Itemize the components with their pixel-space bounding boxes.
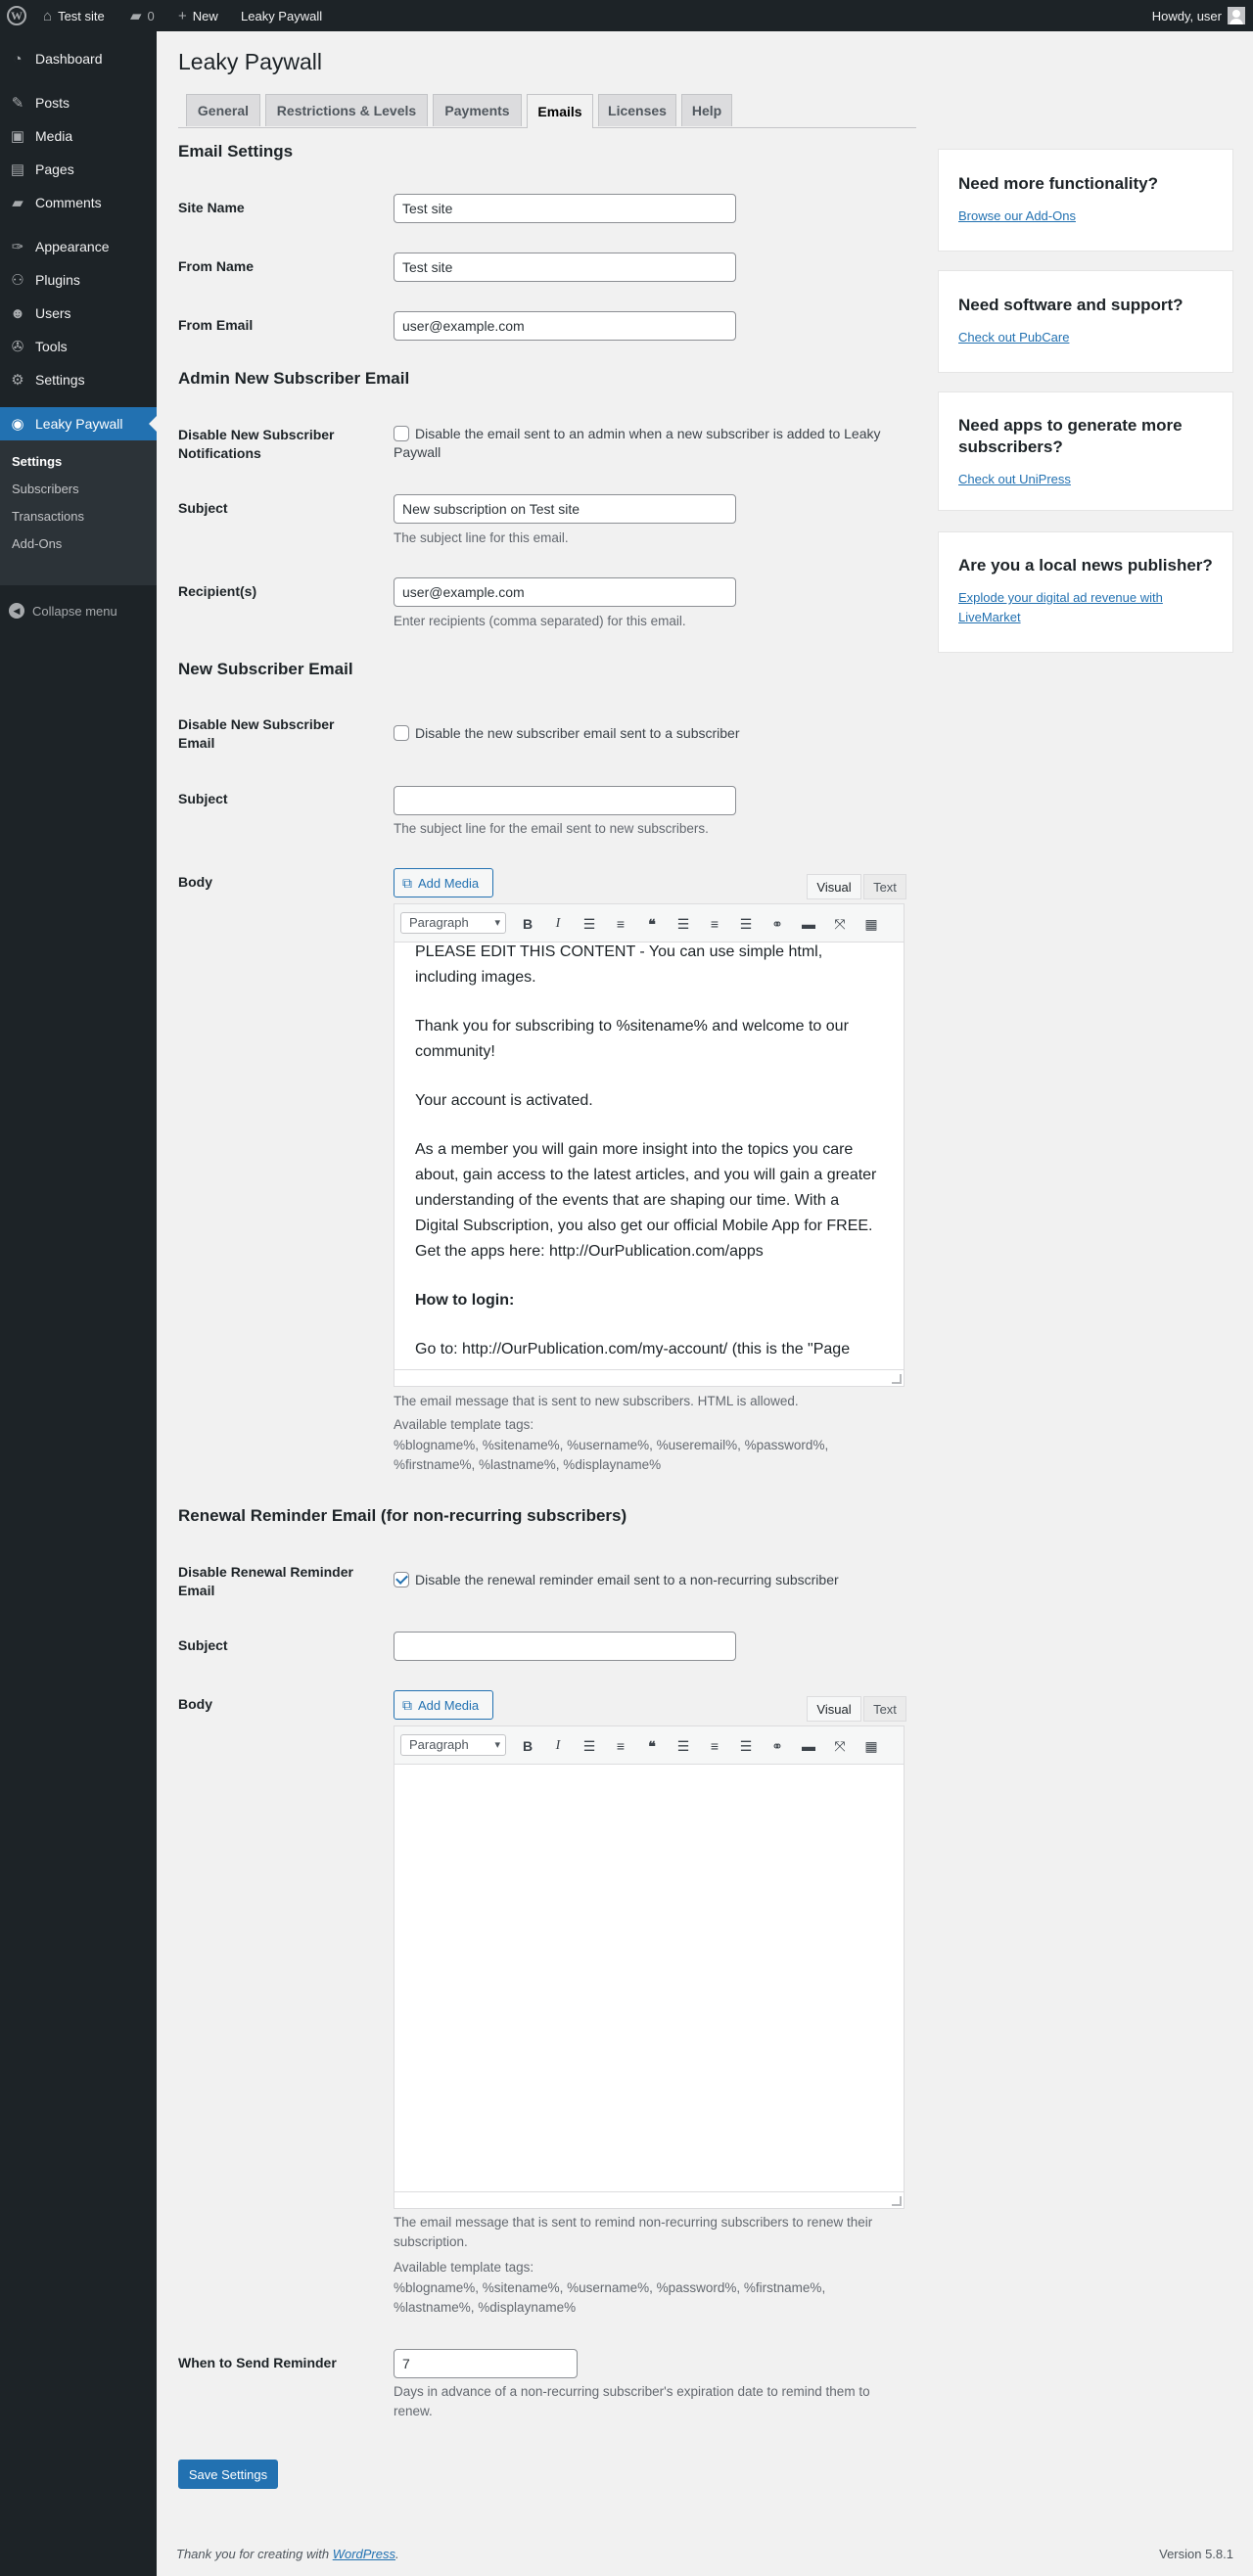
tab-payments[interactable]: Payments — [433, 94, 522, 126]
renewal-subject-label: Subject — [178, 1637, 228, 1653]
avatar — [1228, 7, 1245, 24]
new-sub-tags: %blogname%, %sitename%, %username%, %useremail%, %password%, %firstname%, %lastname%, %displayname% — [394, 1438, 829, 1472]
numbered-list-icon[interactable]: ≡ — [616, 916, 626, 932]
sidebar-item-settings[interactable] — [0, 363, 157, 396]
sidebar-item-plugins[interactable] — [0, 263, 157, 297]
comment-bubble-icon: ▰ — [130, 7, 142, 24]
promo-panel-addons — [938, 149, 1233, 252]
promo-title: Are you a local news publisher? — [958, 556, 1213, 575]
align-center-icon[interactable]: ≡ — [710, 916, 719, 932]
align-center-icon[interactable]: ≡ — [710, 1738, 719, 1754]
sidebar-item-label: Comments — [35, 195, 102, 210]
submenu-item-subscribers[interactable]: Subscribers — [12, 482, 79, 496]
add-media-button[interactable] — [394, 1690, 493, 1720]
sidebar-item-label: Leaky Paywall — [35, 416, 123, 432]
wordpress-link[interactable]: WordPress — [332, 2547, 395, 2561]
sidebar-item-comments[interactable] — [0, 186, 157, 219]
wordpress-logo-icon: W — [7, 6, 26, 25]
sidebar-item-label: Pages — [35, 161, 74, 177]
sidebar-item-label: Tools — [35, 339, 68, 354]
tab-help[interactable]: Help — [681, 94, 732, 126]
body-paragraph: Go to: http://OurPublication.com/my-account/ (this is the "Page — [415, 1341, 851, 1357]
add-media-icon: ⧉ — [402, 874, 412, 891]
site-name-label: Site Name — [178, 200, 245, 215]
sidebar-item-tools[interactable] — [0, 330, 157, 363]
recipients-input[interactable] — [394, 577, 736, 607]
from-email-label: From Email — [178, 317, 254, 333]
promo-panel-unipress — [938, 391, 1233, 511]
admin-subject-description: The subject line for this email. — [394, 530, 569, 545]
read-more-icon[interactable]: ▬ — [802, 916, 815, 932]
livemarket-link[interactable]: Explode your digital ad revenue with LiveMarket — [958, 590, 1163, 624]
plus-icon: + — [178, 7, 187, 24]
page-title: Leaky Paywall — [178, 49, 323, 74]
browse-addons-link[interactable]: Browse our Add-Ons — [958, 208, 1076, 223]
admin-disable-checkbox[interactable] — [394, 426, 409, 441]
renewal-body-label: Body — [178, 1696, 212, 1712]
sidebar-item-appearance[interactable] — [0, 230, 157, 263]
new-content-link[interactable] — [178, 0, 218, 31]
collapse-menu-button[interactable] — [0, 603, 117, 619]
admin-disable-label: Disable New Subscriber Notifications — [178, 427, 335, 461]
tab-general[interactable]: General — [186, 94, 260, 126]
renewal-disable-label: Disable Renewal Reminder Email — [178, 1564, 353, 1598]
pin-icon: ✎ — [11, 95, 24, 112]
align-left-icon[interactable]: ☰ — [676, 1737, 690, 1754]
blockquote-icon[interactable]: ❝ — [648, 1737, 656, 1754]
new-sub-disable-checkbox[interactable] — [394, 725, 409, 741]
from-name-input[interactable] — [394, 253, 736, 282]
body-paragraph: Your account is activated. — [415, 1092, 593, 1109]
format-select[interactable]: Paragraph ▾ — [400, 912, 506, 934]
toolbar-toggle-icon[interactable]: ▦ — [864, 1737, 878, 1754]
howdy-label: Howdy, user — [1151, 8, 1222, 23]
unipress-link[interactable]: Check out UniPress — [958, 472, 1071, 486]
add-media-label: Add Media — [418, 875, 480, 891]
align-right-icon[interactable]: ☰ — [739, 1737, 753, 1754]
settings-icon: ⚙ — [11, 372, 24, 389]
fullscreen-icon[interactable]: ⤧ — [834, 1737, 846, 1754]
recipients-label: Recipient(s) — [178, 583, 257, 599]
from-email-input[interactable] — [394, 311, 736, 341]
renewal-tags-label: Available template tags: — [394, 2260, 534, 2275]
blockquote-icon[interactable]: ❝ — [648, 915, 656, 932]
comments-link[interactable] — [130, 0, 155, 31]
new-sub-disable-row — [394, 724, 903, 743]
site-name-link[interactable] — [43, 0, 105, 31]
add-media-button[interactable] — [394, 868, 493, 897]
renewal-disable-checkbox[interactable] — [394, 1572, 409, 1587]
tab-emails[interactable]: Emails — [527, 94, 593, 128]
sidebar-item-users[interactable] — [0, 297, 157, 330]
renewal-subject-input[interactable] — [394, 1632, 736, 1661]
editor-visual-tab[interactable]: Visual — [807, 1696, 861, 1722]
admin-sidebar — [0, 31, 157, 2576]
sidebar-item-posts[interactable] — [0, 86, 157, 119]
format-select[interactable]: Paragraph ▾ — [400, 1734, 506, 1756]
renewal-body-editor[interactable] — [394, 1765, 905, 2209]
promo-panel-livemarket — [938, 531, 1233, 653]
renewal-disable-row — [394, 1571, 903, 1589]
new-sub-subject-label: Subject — [178, 791, 228, 806]
new-sub-body-description: The email message that is sent to new subscribers. HTML is allowed. — [394, 1394, 799, 1408]
page-icon: ▤ — [10, 161, 25, 178]
editor-content — [394, 943, 904, 1362]
leaky-paywall-adminbar-link[interactable] — [241, 0, 322, 31]
submenu-item-transactions[interactable]: Transactions — [12, 509, 84, 524]
footer-period: . — [395, 2547, 399, 2561]
user-icon: ☻ — [10, 304, 25, 322]
my-account-menu[interactable] — [1152, 0, 1245, 31]
tab-restrictions-levels[interactable]: Restrictions & Levels — [265, 94, 428, 126]
settings-tabs — [178, 94, 916, 128]
from-name-label: From Name — [178, 258, 255, 274]
admin-subject-input[interactable] — [394, 494, 736, 524]
site-name-input[interactable] — [394, 194, 736, 223]
dashboard-icon: ◔ — [13, 50, 23, 68]
body-paragraph: PLEASE EDIT THIS CONTENT - You can use simple html, including images. — [415, 943, 823, 986]
promo-title: Need more functionality? — [958, 174, 1159, 193]
new-sub-body-label: Body — [178, 874, 212, 890]
sidebar-item-media[interactable] — [0, 119, 157, 153]
bold-icon[interactable]: B — [522, 1738, 534, 1754]
leaky-paywall-adminbar-label: Leaky Paywall — [241, 8, 323, 23]
sidebar-item-label: Settings — [35, 372, 85, 388]
save-settings-button[interactable]: Save Settings — [178, 2460, 278, 2489]
numbered-list-icon[interactable]: ≡ — [616, 1738, 626, 1754]
align-left-icon[interactable]: ☰ — [676, 915, 690, 932]
editor-toolbar — [394, 1725, 905, 1765]
editor-text-tab[interactable]: Text — [863, 1696, 906, 1722]
add-media-label: Add Media — [418, 1697, 480, 1713]
renewal-tags: %blogname%, %sitename%, %username%, %password%, %firstname%, %lastname%, %displayname% — [394, 2280, 826, 2315]
recipients-description: Enter recipients (comma separated) for this email. — [394, 614, 686, 628]
add-media-icon: ⧉ — [402, 1696, 412, 1713]
promo-title: Need apps to generate more subscribers? — [958, 416, 1183, 456]
footer-version: Version 5.8.1 — [1159, 2547, 1233, 2561]
editor-visual-tab[interactable]: Visual — [807, 874, 861, 899]
brush-icon: ✑ — [11, 239, 24, 255]
body-paragraph: Thank you for subscribing to %sitename% and welcome to our community! — [415, 1018, 849, 1060]
promo-panel-pubcare — [938, 270, 1233, 373]
editor-toolbar — [394, 903, 905, 943]
plug-icon: ⚇ — [11, 272, 24, 289]
when-to-send-label: When to Send Reminder — [178, 2355, 337, 2370]
pubcare-link[interactable]: Check out PubCare — [958, 330, 1070, 345]
new-sub-tags-label: Available template tags: — [394, 1417, 534, 1432]
bullet-list-icon[interactable]: ☰ — [582, 1737, 596, 1754]
body-paragraph: As a member you will gain more insight into the topics you care about, gain access to the latest articles, and you will gain a greater understanding of the events that are shaping our time. With a Digital Subscription, you also get our official Mobile App for FREE. Get the apps here: http://OurPublication.com/apps — [415, 1141, 877, 1260]
promo-title: Need software and support? — [958, 296, 1183, 314]
renewal-body-description: The email message that is sent to remind non-recurring subscribers to renew their subscription. — [394, 2215, 873, 2249]
sidebar-item-label: Media — [35, 128, 73, 144]
new-sub-subject-description: The subject line for the email sent to new subscribers. — [394, 821, 709, 836]
fullscreen-icon[interactable]: ⤧ — [834, 915, 846, 932]
submenu-item-add-ons[interactable]: Add-Ons — [12, 536, 63, 551]
resize-handle-icon[interactable] — [892, 2196, 902, 2206]
new-label: New — [192, 8, 218, 23]
sidebar-item-label: Users — [35, 305, 71, 321]
sidebar-item-dashboard[interactable] — [0, 42, 157, 75]
new-sub-body-editor[interactable] — [394, 943, 905, 1387]
submenu-item-settings[interactable]: Settings — [12, 454, 63, 469]
media-icon: ▣ — [10, 128, 25, 145]
bold-icon[interactable]: B — [522, 916, 534, 932]
admin-disable-text: Disable the email sent to an admin when a new subscriber is added to Leaky Paywall — [394, 426, 881, 460]
link-icon[interactable]: ⚭ — [771, 1737, 783, 1754]
italic-icon[interactable]: I — [555, 916, 561, 931]
link-icon[interactable]: ⚭ — [771, 915, 783, 932]
when-to-send-input[interactable] — [394, 2349, 578, 2378]
bullet-list-icon[interactable]: ☰ — [582, 915, 596, 932]
collapse-menu-label: Collapse menu — [32, 603, 117, 619]
admin-subject-label: Subject — [178, 500, 228, 516]
sidebar-item-leaky-paywall[interactable] — [0, 407, 157, 440]
renewal-heading: Renewal Reminder Email (for non-recurring subscribers) — [178, 1506, 627, 1525]
body-paragraph: How to login: — [415, 1292, 515, 1309]
footer-thanks — [176, 2547, 399, 2561]
toolbar-toggle-icon[interactable]: ▦ — [864, 915, 878, 932]
leaky-paywall-icon: ◉ — [11, 416, 24, 433]
leaky-paywall-submenu — [0, 440, 157, 585]
admin-email-heading: Admin New Subscriber Email — [178, 369, 410, 388]
read-more-icon[interactable]: ▬ — [802, 1738, 815, 1754]
wp-logo-menu[interactable] — [7, 0, 26, 31]
italic-icon[interactable]: I — [555, 1738, 561, 1753]
sidebar-item-label: Plugins — [35, 272, 80, 288]
sidebar-item-label: Appearance — [35, 239, 110, 254]
editor-text-tab[interactable]: Text — [863, 874, 906, 899]
align-right-icon[interactable]: ☰ — [739, 915, 753, 932]
when-to-send-description: Days in advance of a non-recurring subscriber's expiration date to remind them to renew. — [394, 2384, 870, 2418]
resize-handle-icon[interactable] — [892, 1374, 902, 1384]
admin-bar — [0, 0, 1253, 31]
sidebar-item-label: Posts — [35, 95, 70, 111]
comment-icon: ▰ — [12, 195, 23, 211]
tab-licenses[interactable]: Licenses — [598, 94, 676, 126]
editor-statusbar — [394, 1369, 904, 1386]
footer-thanks-text: Thank you for creating with — [176, 2547, 330, 2561]
sidebar-item-pages[interactable] — [0, 153, 157, 186]
site-name-label: Test site — [58, 8, 105, 23]
new-subscriber-heading: New Subscriber Email — [178, 660, 353, 678]
admin-disable-row — [394, 425, 903, 462]
comments-count: 0 — [147, 8, 155, 23]
wrench-icon: ✇ — [11, 339, 24, 355]
new-sub-disable-text: Disable the new subscriber email sent to a subscriber — [415, 725, 740, 741]
renewal-disable-text: Disable the renewal reminder email sent to a non-recurring subscriber — [415, 1572, 839, 1587]
collapse-arrow-icon: ◀ — [9, 603, 24, 619]
home-icon: ⌂ — [43, 7, 53, 24]
email-settings-heading: Email Settings — [178, 142, 294, 161]
sidebar-item-label: Dashboard — [35, 51, 103, 67]
new-sub-subject-input[interactable] — [394, 786, 736, 815]
editor-statusbar — [394, 2191, 904, 2208]
new-sub-disable-label: Disable New Subscriber Email — [178, 716, 335, 751]
